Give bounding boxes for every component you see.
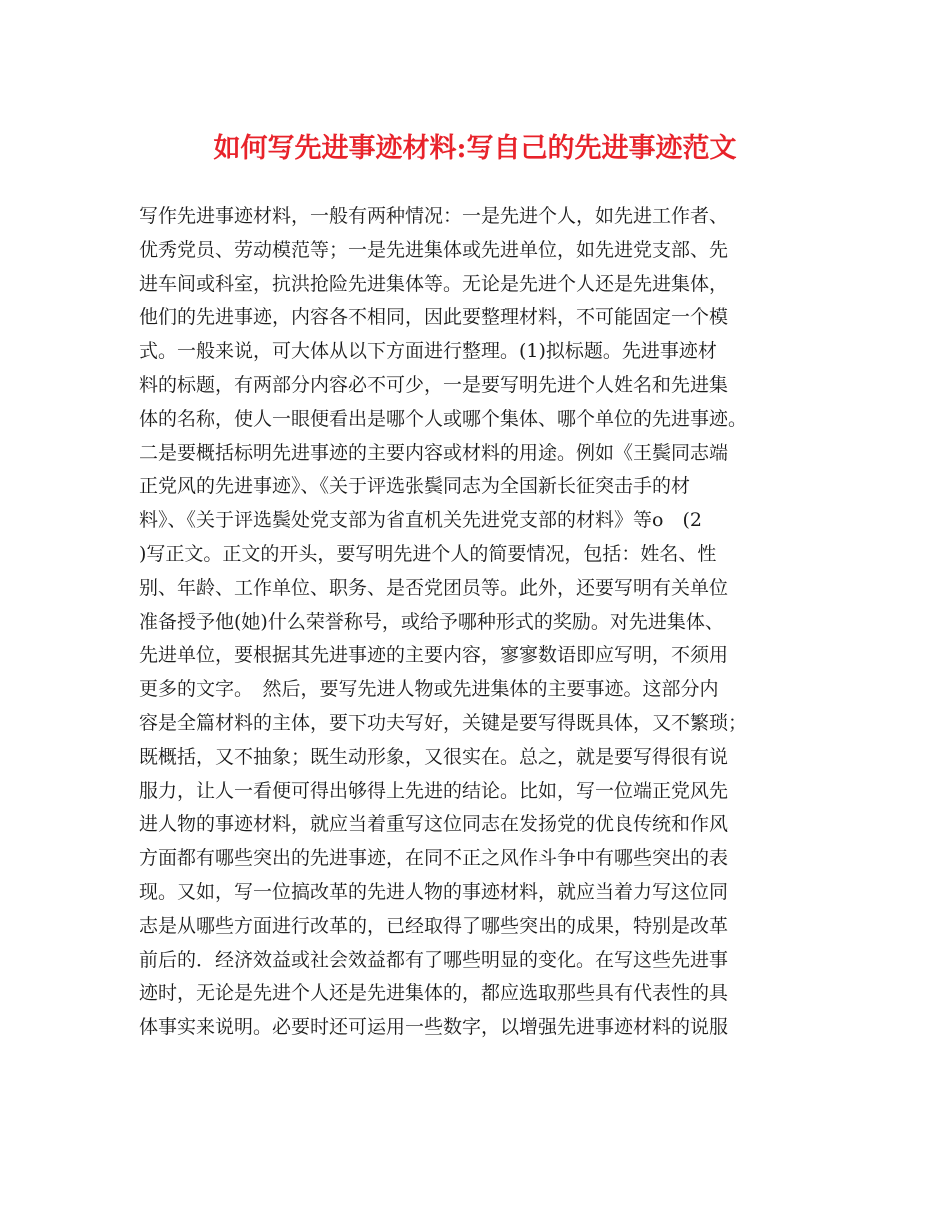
body-line: 既概括，又不抽象；既生动形象，又很实在。总之，就是要写得很有说 xyxy=(139,745,729,768)
body-line: 容是全篇材料的主体，要下功夫写好，关键是要写得既具体，又不繁琐； xyxy=(139,711,748,734)
body-line: 正党风的先进事迹》、《关于评选张鬓同志为全国新长征突击手的材 xyxy=(139,475,691,498)
body-line: 写作先进事迹材料，一般有两种情况：一是先进个人，如先进工作者、 xyxy=(139,205,729,227)
body-line: 体的名称，使人一眼便看出是哪个人或哪个集体、哪个单位的先进事迹。 xyxy=(139,407,748,430)
body-line: 更多的文字。 然后，要写先进人物或先进集体的主要事迹。这部分内 xyxy=(139,678,719,701)
body-line: 体事实来说明。必要时还可运用一些数字，以增强先进事迹材料的说服 xyxy=(139,1016,729,1039)
body-line: 先进单位，要根据其先进事迹的主要内容，寥寥数语即应写明，不须用 xyxy=(139,644,729,667)
body-line: 优秀党员、劳动模范等；一是先进集体或先进单位，如先进党支部、先 xyxy=(139,238,729,261)
document-title: 如何写先进事迹材料:写自己的先进事迹范文 xyxy=(213,133,737,164)
body-line: 他们的先进事迹，内容各不相同，因此要整理材料，不可能固定一个模 xyxy=(139,306,729,329)
body-line: 进人物的事迹材料，就应当着重写这位同志在发扬党的优良传统和作风 xyxy=(139,813,729,836)
body-line: 料》、《关于评选鬓处党支部为省直机关先进党支部的材料》等o (2 xyxy=(139,509,702,532)
body-line: 进车间或科室，抗洪抢险先进集体等。无论是先进个人还是先进集体， xyxy=(139,272,729,295)
body-line: 服力，让人一看便可得出够得上先进的结论。比如，写一位端正党风先 xyxy=(139,779,729,802)
body-line: 现。又如，写一位搞改革的先进人物的事迹材料，就应当着力写这位同 xyxy=(139,880,729,903)
document-body xyxy=(139,200,839,1045)
body-line: 前后的．经济效益或社会效益都有了哪些明显的变化。在写这些先进事 xyxy=(139,948,729,971)
body-line: 迹时，无论是先进个人还是先进集体的，都应选取那些具有代表性的具 xyxy=(139,982,729,1005)
body-line: )写正文。正文的开头，要写明先进个人的简要情况，包括：姓名、性 xyxy=(139,542,717,565)
body-line: 别、年龄、工作单位、职务、是否党团员等。此外，还要写明有关单位 xyxy=(139,576,729,599)
body-line: 准备授予他(她)什么荣誉称号，或给予哪种形式的奖励。对先进集体、 xyxy=(139,610,724,633)
body-line: 料的标题，有两部分内容必不可少，一是要写明先进个人姓名和先进集 xyxy=(139,373,729,396)
body-line: 二是要概括标明先进事迹的主要内容或材料的用途。例如《王鬓同志端 xyxy=(139,441,729,464)
body-line: 志是从哪些方面进行改革的，已经取得了哪些突出的成果，特别是改革 xyxy=(139,914,729,937)
body-line: 方面都有哪些突出的先进事迹，在同不正之风作斗争中有哪些突出的表 xyxy=(139,847,729,870)
body-line: 式。一般来说，可大体从以下方面进行整理。(1)拟标题。先进事迹材 xyxy=(139,340,717,363)
